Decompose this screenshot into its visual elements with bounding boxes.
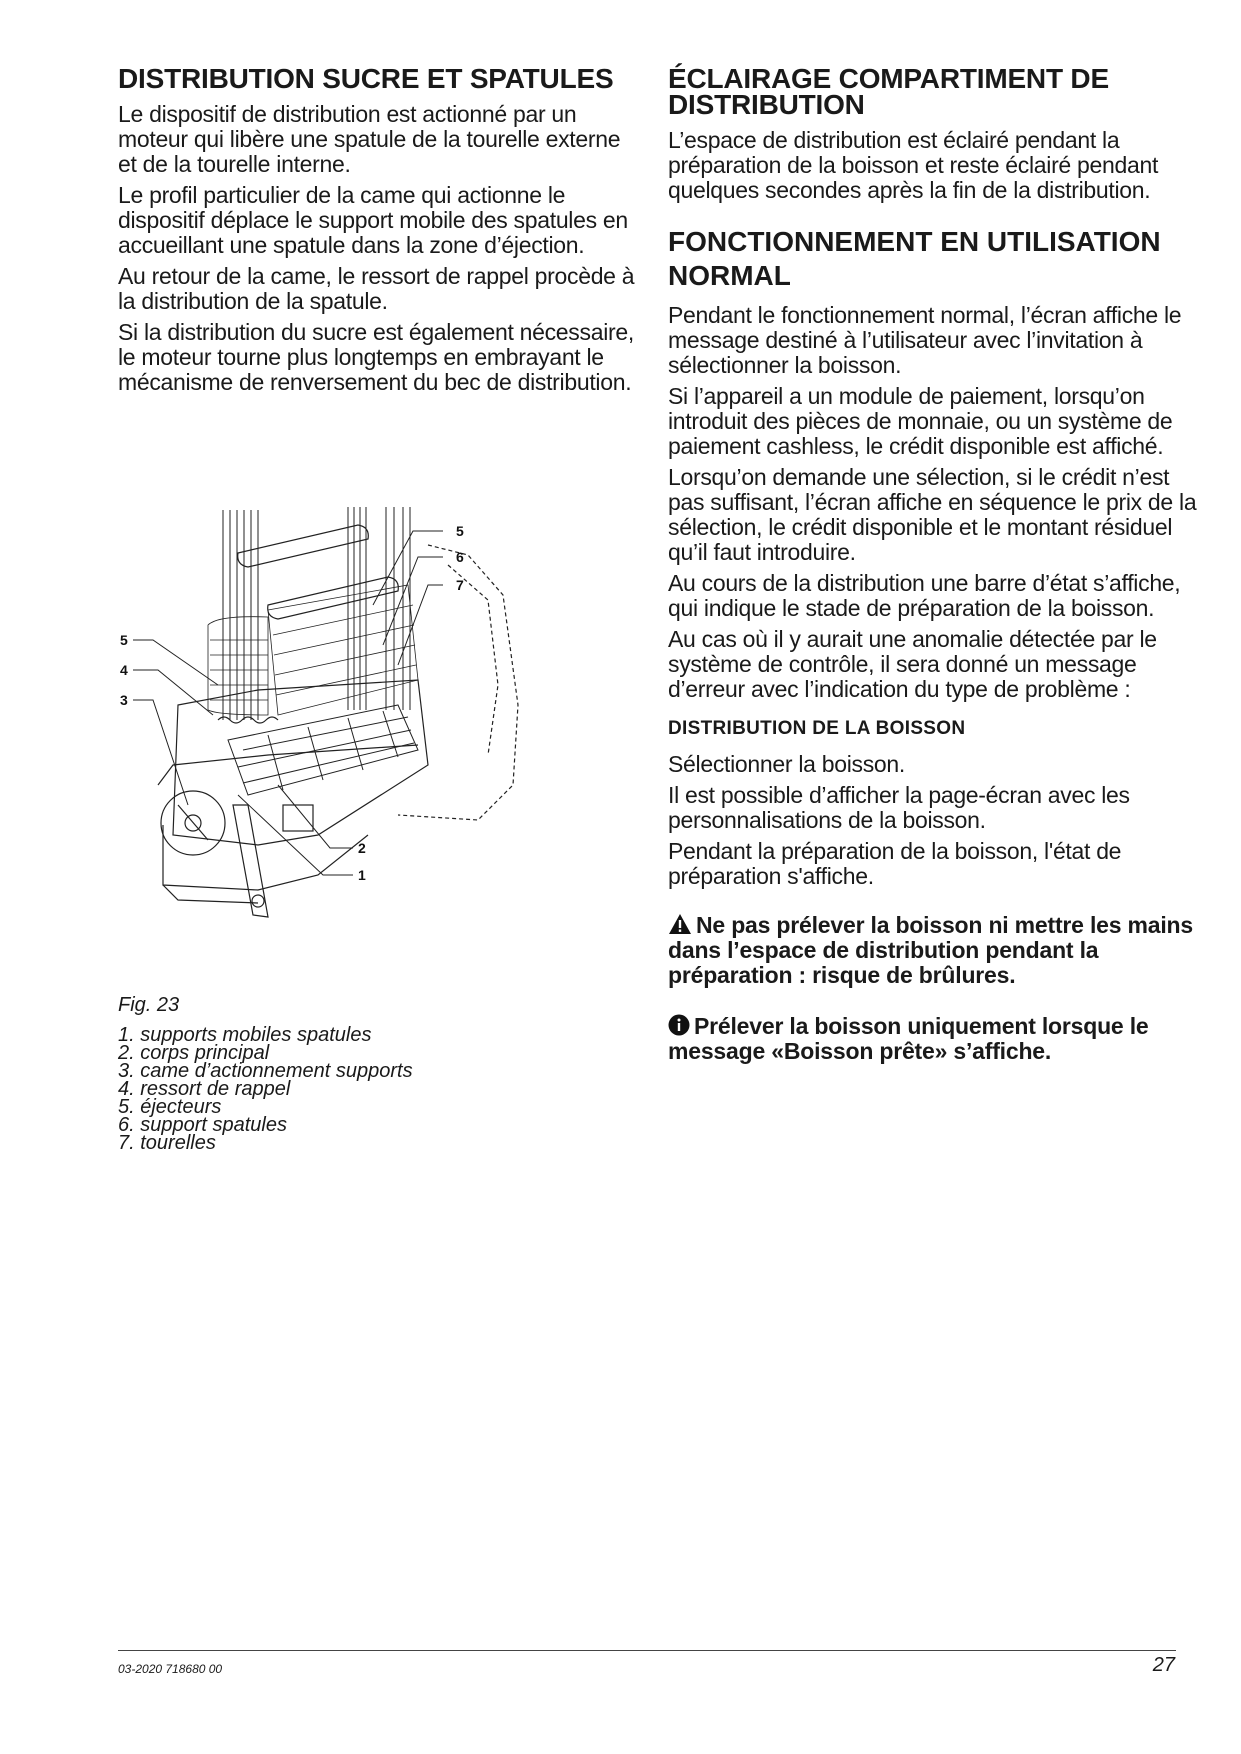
callout-label: 2 — [358, 840, 366, 856]
paragraph: Sélectionner la boisson. — [668, 751, 906, 777]
burn-warning — [668, 913, 1198, 988]
paragraph: Si la distribution du sucre est également nécessaire, le moteur tourne plus longtemps en embrayant le mécanisme de renversement du bec de distribution. — [118, 319, 634, 395]
section-title-sugar-stirrers: DISTRIBUTION SUCRE ET SPATULES — [118, 63, 614, 94]
legend-item: 2. corps principal — [118, 1042, 270, 1064]
paragraph: Au retour de la came, le ressort de rappel procède à la distribution de la spatule. — [118, 263, 635, 314]
paragraph: Pendant la préparation de la boisson, l'état de préparation s'affiche. — [668, 838, 1122, 889]
legend-item: 7. tourelles — [118, 1132, 216, 1154]
tower-tubes — [223, 507, 410, 720]
return-spring — [218, 717, 278, 723]
paragraph: Au cours de la distribution une barre d’état s’affiche, qui indique le stade de préparation de la boisson. — [668, 570, 1181, 621]
document-reference: 03-2020 718680 00 — [118, 1662, 223, 1676]
info-text: Prélever la boisson uniquement lorsque le message «Boisson prête» s’affiche. — [668, 1013, 1149, 1064]
legend-item: 1. supports mobiles spatules — [118, 1024, 372, 1046]
paragraph: L’espace de distribution est éclairé pendant la préparation de la boisson et reste éclairé pendant quelques secondes après la fin de la distribution. — [668, 127, 1159, 203]
warning-triangle-icon — [668, 913, 692, 935]
base-frame — [163, 825, 368, 890]
section-title-normal-operation: FONCTIONNEMENT EN UTILISATION NORMAL — [668, 226, 1161, 291]
info-note — [668, 1014, 1198, 1064]
callout-label: 1 — [358, 867, 366, 883]
callout-label: 5 — [456, 523, 464, 539]
paragraph: Il est possible d’afficher la page-écran avec les personnalisations de la boisson. — [668, 782, 1130, 833]
legend-item: 3. came d’actionnement supports — [118, 1060, 413, 1082]
mobile-supports — [228, 705, 418, 795]
lever — [233, 805, 268, 917]
left-column — [118, 63, 638, 401]
callout-label: 4 — [120, 662, 128, 678]
paragraph: Pendant le fonctionnement normal, l’écran affiche le message destiné à l’utilisateur avec l’invitation à sélectionner la boisson. — [668, 302, 1182, 378]
warning-text: Ne pas prélever la boisson ni mettre les mains dans l’espace de distribution pendant la préparation : risque de brûlures. — [668, 912, 1194, 988]
callout-label: 6 — [456, 549, 464, 565]
info-circle-icon — [668, 1014, 690, 1036]
paragraph: Le profil particulier de la came qui actionne le dispositif déplace le support mobile des spatules en accueillant une spatule dans la zone d’éjection. — [118, 182, 628, 258]
paragraph: Lorsqu’on demande une sélection, si le crédit n’est pas suffisant, l’écran affiche en séquence le prix de la sélection, le crédit disponible et le montant résiduel qu’il faut introduire. — [668, 464, 1197, 565]
paragraph: Le dispositif de distribution est actionné par un moteur qui libère une spatule de la tourelle externe et de la tourelle interne. — [118, 101, 621, 177]
figure-legend — [118, 1026, 413, 1152]
subheading-drink-dispensing: DISTRIBUTION DE LA BOISSON — [668, 718, 966, 739]
callout-label: 7 — [456, 577, 464, 593]
callout-label: 5 — [120, 632, 128, 648]
callout-label: 3 — [120, 692, 128, 708]
legend-item: 6. support spatules — [118, 1114, 287, 1136]
paragraph: Au cas où il y aurait une anomalie détectée par le système de contrôle, il sera donné un message d’erreur avec l’indication du type de problème : — [668, 626, 1157, 702]
legend-item: 5. éjecteurs — [118, 1096, 222, 1118]
right-column — [668, 63, 1198, 1090]
legend-item: 4. ressort de rappel — [118, 1078, 291, 1100]
footer-divider — [118, 1650, 1176, 1651]
cylinder-top — [238, 525, 369, 567]
figure-caption: Fig. 23 — [118, 994, 180, 1016]
section-title-lighting: ÉCLAIRAGE COMPARTIMENT DE DISTRIBUTION — [668, 63, 1109, 120]
main-body — [173, 680, 428, 845]
page-number: 27 — [1152, 1654, 1175, 1676]
stirrer-dispenser-diagram — [118, 505, 538, 990]
paragraph: Si l’appareil a un module de paiement, lorsqu’on introduit des pièces de monnaie, ou un système de paiement cashless, le crédit disponible est affiché. — [668, 383, 1173, 459]
